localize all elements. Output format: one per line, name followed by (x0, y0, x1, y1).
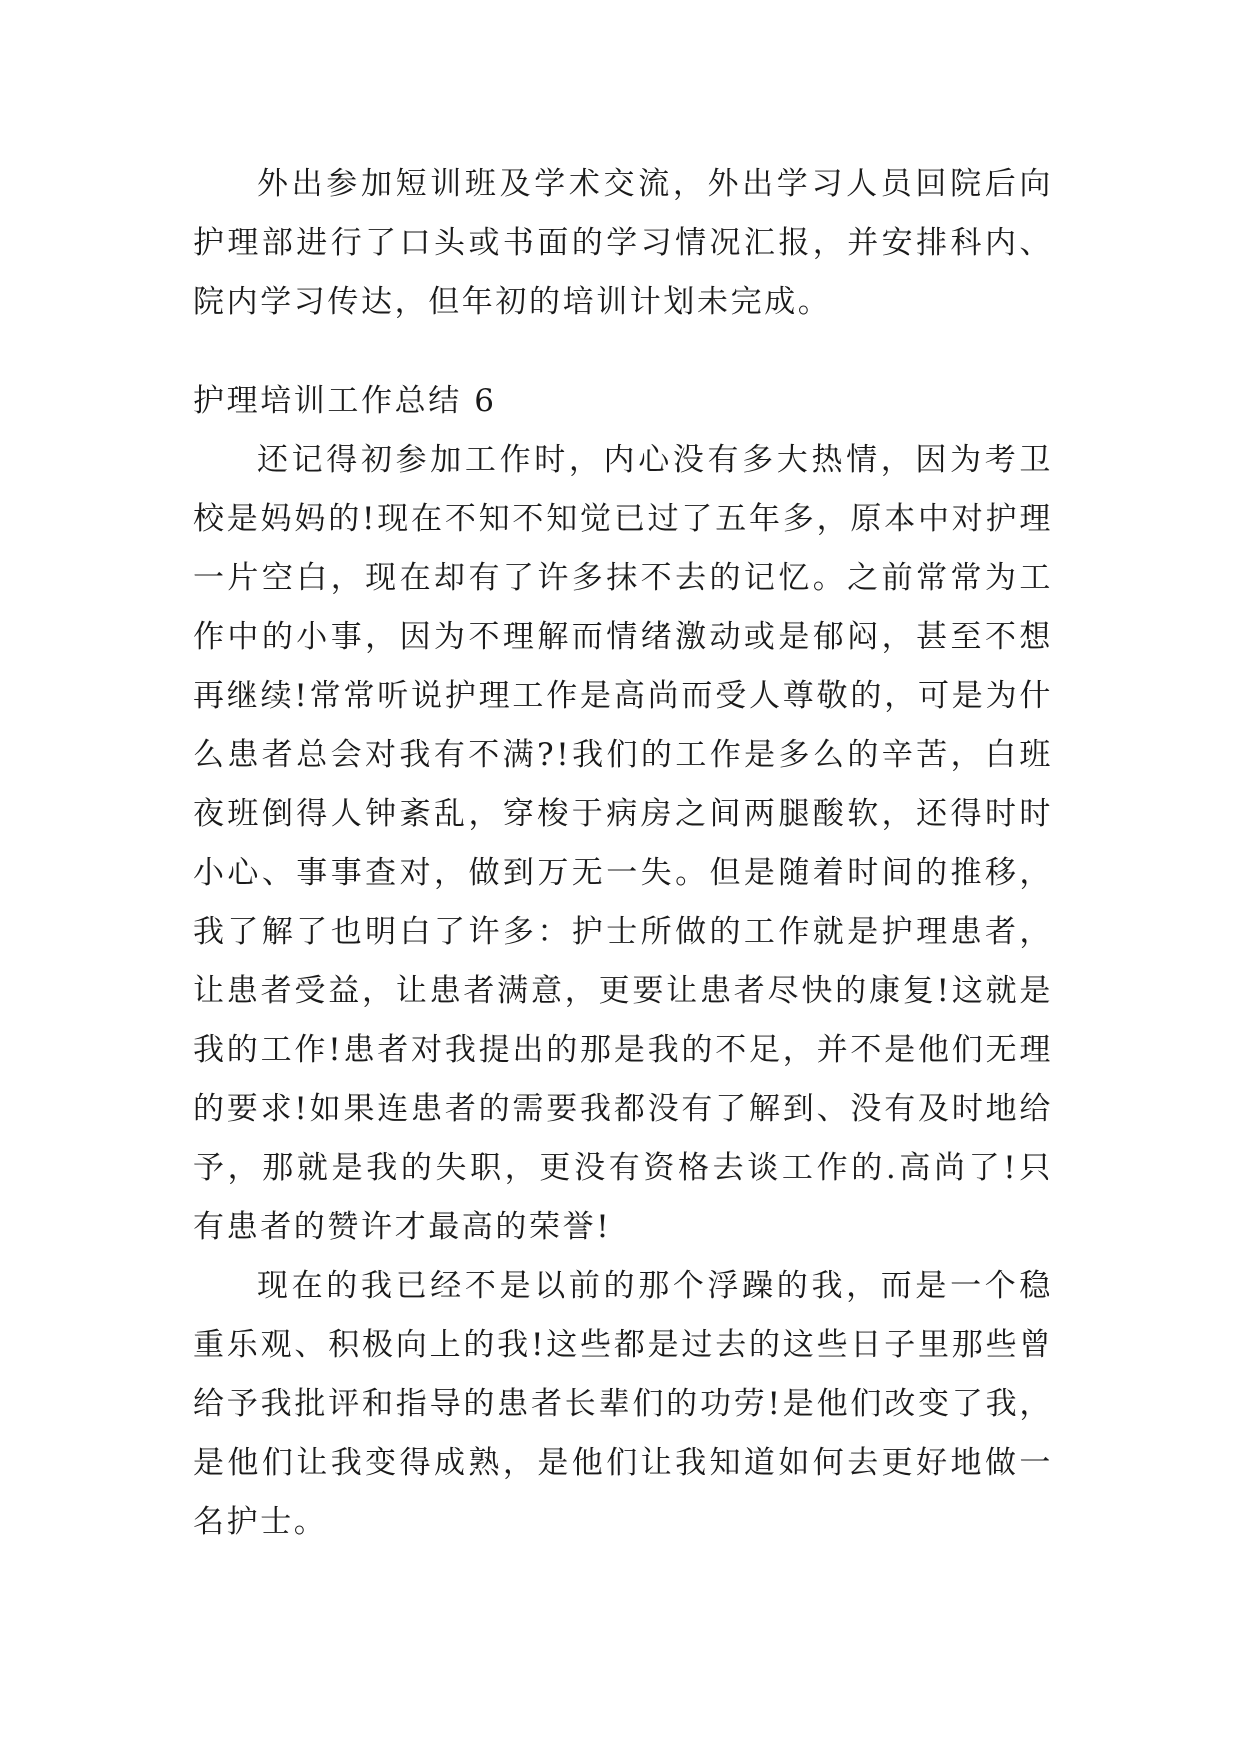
section-heading: 护理培训工作总结 6 (193, 383, 497, 419)
paragraph-personal-growth: 现在的我已经不是以前的那个浮躁的我，而是一个稳重乐观、积极向上的我!这些都是过去的这些日子里那些曾给予我批评和指导的患者长辈们的功劳!是他们改变了我，是他们让我变得成熟，是他们让我知道如何去更好地做一名护士。 (193, 1268, 1053, 1540)
document-body (193, 155, 1053, 1552)
paragraph-training-report: 外出参加短训班及学术交流，外出学习人员回院后向护理部进行了口头或书面的学习情况汇报，并安排科内、院内学习传达，但年初的培训计划未完成。 (193, 166, 1053, 320)
paragraph-work-reflection: 还记得初参加工作时，内心没有多大热情，因为考卫校是妈妈的!现在不知不知觉已过了五年多，原本中对护理一片空白，现在却有了许多抹不去的记忆。之前常常为工作中的小事，因为不理解而情绪激动或是郁闷，甚至不想再继续!常常听说护理工作是高尚而受人尊敬的，可是为什么患者总会对我有不满?!我们的工作是多么的辛苦，白班夜班倒得人钟紊乱，穿梭于病房之间两腿酸软，还得时时小心、事事查对，做到万无一失。但是随着时间的推移，我了解了也明白了许多：护士所做的工作就是护理患者，让患者受益，让患者满意，更要让患者尽快的康复!这就是我的工作!患者对我提出的那是我的不足，并不是他们无理的要求!如果连患者的需要我都没有了解到、没有及时地给予，那就是我的失职，更没有资格去谈工作的.高尚了!只有患者的赞许才最高的荣誉! (193, 442, 1053, 1245)
